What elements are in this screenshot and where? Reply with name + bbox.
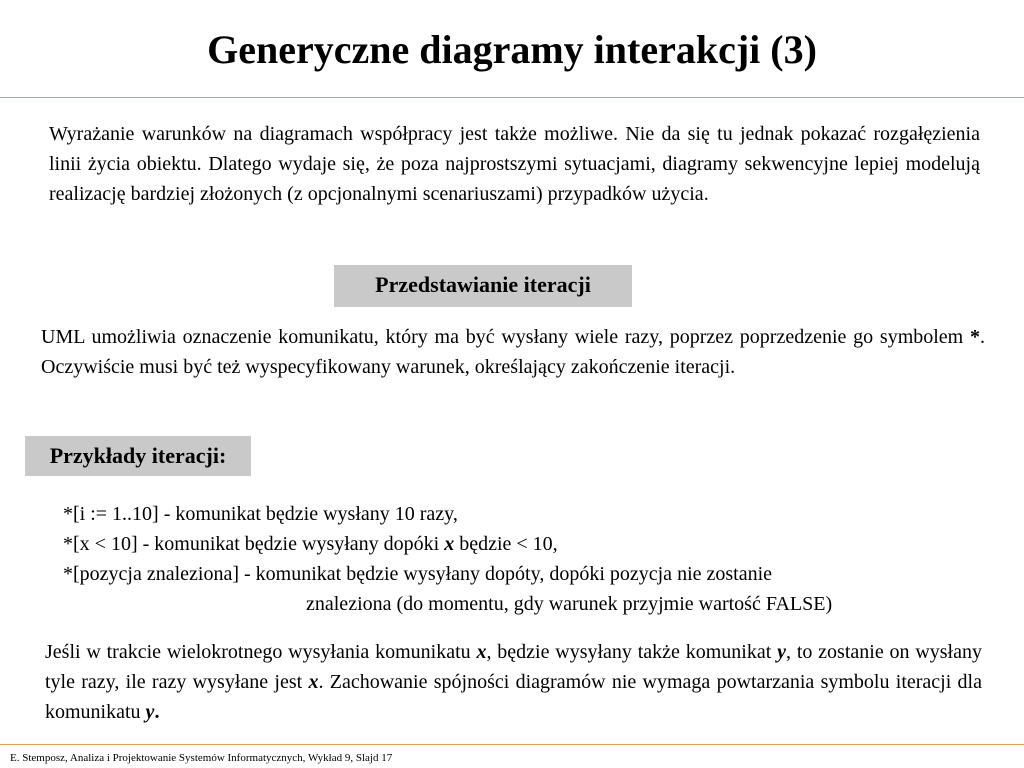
example-line-2-text-a: *[x < 10] - komunikat będzie wysyłany dopóki <box>63 533 445 555</box>
closing-text-1: Jeśli w trakcie wielokrotnego wysyłania komunikatu <box>45 641 477 663</box>
slide-title: Generyczne diagramy interakcji (3) <box>207 27 817 72</box>
closing-text-2: , będzie wysyłany także komunikat <box>486 641 778 663</box>
example-line-1: *[i := 1..10] - komunikat będzie wysłany 10 razy, <box>63 503 458 525</box>
example-line-3: *[pozycja znaleziona] - komunikat będzie wysyłany dopóty, dopóki pozycja nie zostanie <box>63 563 773 585</box>
closing-text-4: . Zachowanie spójności diagramów nie wymaga powtarzania symbolu iteracji dla komunikatu <box>45 671 982 723</box>
examples-list <box>63 499 983 619</box>
closing-var-y-1: y <box>777 641 786 663</box>
footer-divider <box>0 744 1024 745</box>
iteration-text-before: UML umożliwia oznaczenie komunikatu, który ma być wysłany wiele razy, poprzez poprzedzenie go symbolem <box>41 326 970 348</box>
closing-text-3: , to zostanie on wysłany tyle razy, ile razy wysyłane jest <box>45 641 982 693</box>
example-line-3-continuation: znaleziona (do momentu, gdy warunek przyjmie wartość FALSE) <box>306 593 833 615</box>
iteration-paragraph <box>41 322 985 382</box>
intro-paragraph: Wyrażanie warunków na diagramach współpracy jest także możliwe. Nie da się tu jednak pokazać rozgałęzienia linii życia obiektu. Dlatego wydaje się, że poza najprostszymi sytuacjami, diagramy sekwencyjne lepiej modelują realizację bardziej złożonych (z opcjonalnymi scenariuszami) przypadków użycia. <box>49 123 980 205</box>
title-divider <box>0 97 1024 98</box>
closing-var-x-1: x <box>476 641 487 663</box>
closing-paragraph <box>45 637 982 727</box>
example-line-2-text-b: będzie < 10, <box>454 533 558 555</box>
iteration-text-after: . Oczywiście musi być też wyspecyfikowany warunek, określający zakończenie iteracji. <box>41 326 985 378</box>
iteration-symbol: * <box>970 326 980 348</box>
closing-var-y-2: y <box>145 701 155 723</box>
example-line-2 <box>63 529 983 559</box>
section-heading-iteration: Przedstawianie iteracji <box>334 265 632 307</box>
slide-footer: E. Stemposz, Analiza i Projektowanie Systemów Informatycznych, Wykład 9, Slajd 17 <box>10 752 393 764</box>
closing-text-5: . <box>154 701 160 723</box>
closing-var-x-2: x <box>308 671 319 693</box>
variable-x: x <box>444 533 455 555</box>
section-heading-examples: Przykłady iteracji: <box>25 436 251 476</box>
